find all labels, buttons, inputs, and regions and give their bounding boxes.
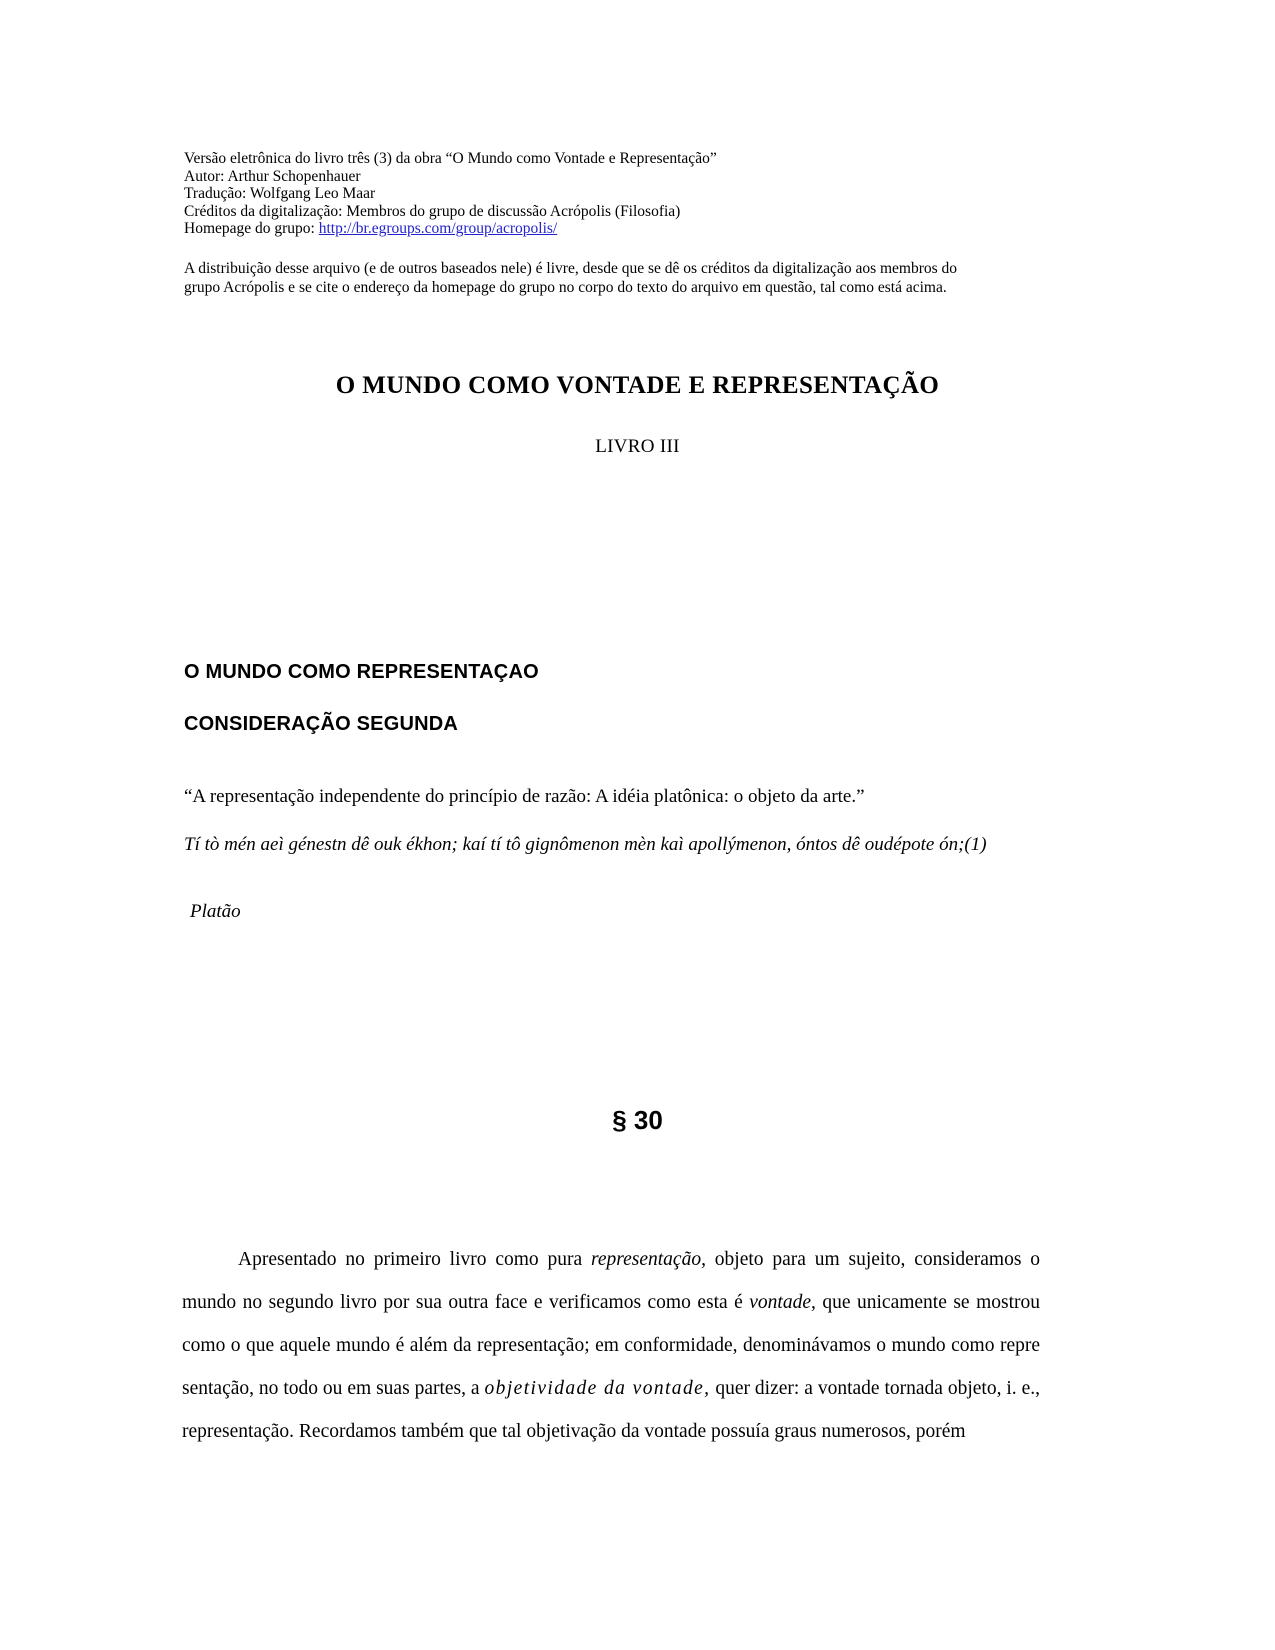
body-text-part-4: quer dizer: a vontade tornada objeto, i. e., representação. Recordamos também que tal objetivação da vontade possuía graus numerosos, porém [182,1377,1040,1442]
body-text-part-3: que unicamente se mostrou como o que aquele mundo é além da representação; em conformidade, denominávamos o mundo como repre sentação, no todo ou em suas partes, a [182,1291,1040,1399]
quote-plato-greek: Tí tò mén aeì génestn dê ouk ékhon; kaí tí tô gignômenon mèn kaì apollýmenon, óntos dê oudépote ón;(1) [184,834,987,855]
distribution-notice: A distribuição desse arquivo (e de outros baseados nele) é livre, desde que se dê os créditos da digitalização aos membros do grupo Acrópolis e se cite o endereço da homepage do grupo no corpo do texto do arquivo em questão, tal como está acima. [184,260,958,296]
body-text-part-1: Apresentado no primeiro livro como pura [238,1248,591,1270]
credits-block [184,150,984,238]
credit-line-homepage [184,220,984,238]
homepage-label: Homepage do grupo: [184,220,319,238]
body-emphasis-objetividade: objetividade da vontade, [484,1377,711,1399]
heading-world-as-representation: O MUNDO COMO REPRESENTAÇAO [184,661,539,683]
credit-line-translator: Tradução: Wolfgang Leo Maar [184,185,376,203]
book-subtitle: LIVRO III [595,436,680,457]
body-emphasis-representacao: representação, [590,1248,706,1270]
body-text-part-2: objeto para um sujeito, consideramos o mundo no segundo livro por sua outra face e verificamos como esta é [182,1248,1041,1313]
credit-line-work: Versão eletrônica do livro três (3) da obra “O Mundo como Vontade e Representação” [184,150,717,167]
credit-line-digitization: Créditos da digitalização: Membros do grupo de discussão Acrópolis (Filosofia) [184,202,681,220]
heading-second-consideration: CONSIDERAÇÃO SEGUNDA [184,713,459,735]
section-number: § 30 [612,1105,663,1135]
quote-subject-summary: “A representação independente do princípio de razão: A idéia platônica: o objeto da arte.” [184,786,865,807]
credit-line-author: Autor: Arthur Schopenhauer [184,167,361,185]
quote-attribution: Platão [190,901,241,922]
body-emphasis-vontade: vontade, [749,1291,816,1313]
homepage-link[interactable]: http://br.egroups.com/group/acropolis/ [318,220,558,238]
body-paragraph [182,1238,1040,1453]
page-title: O MUNDO COMO VONTADE E REPRESENTAÇÃO [335,372,940,399]
